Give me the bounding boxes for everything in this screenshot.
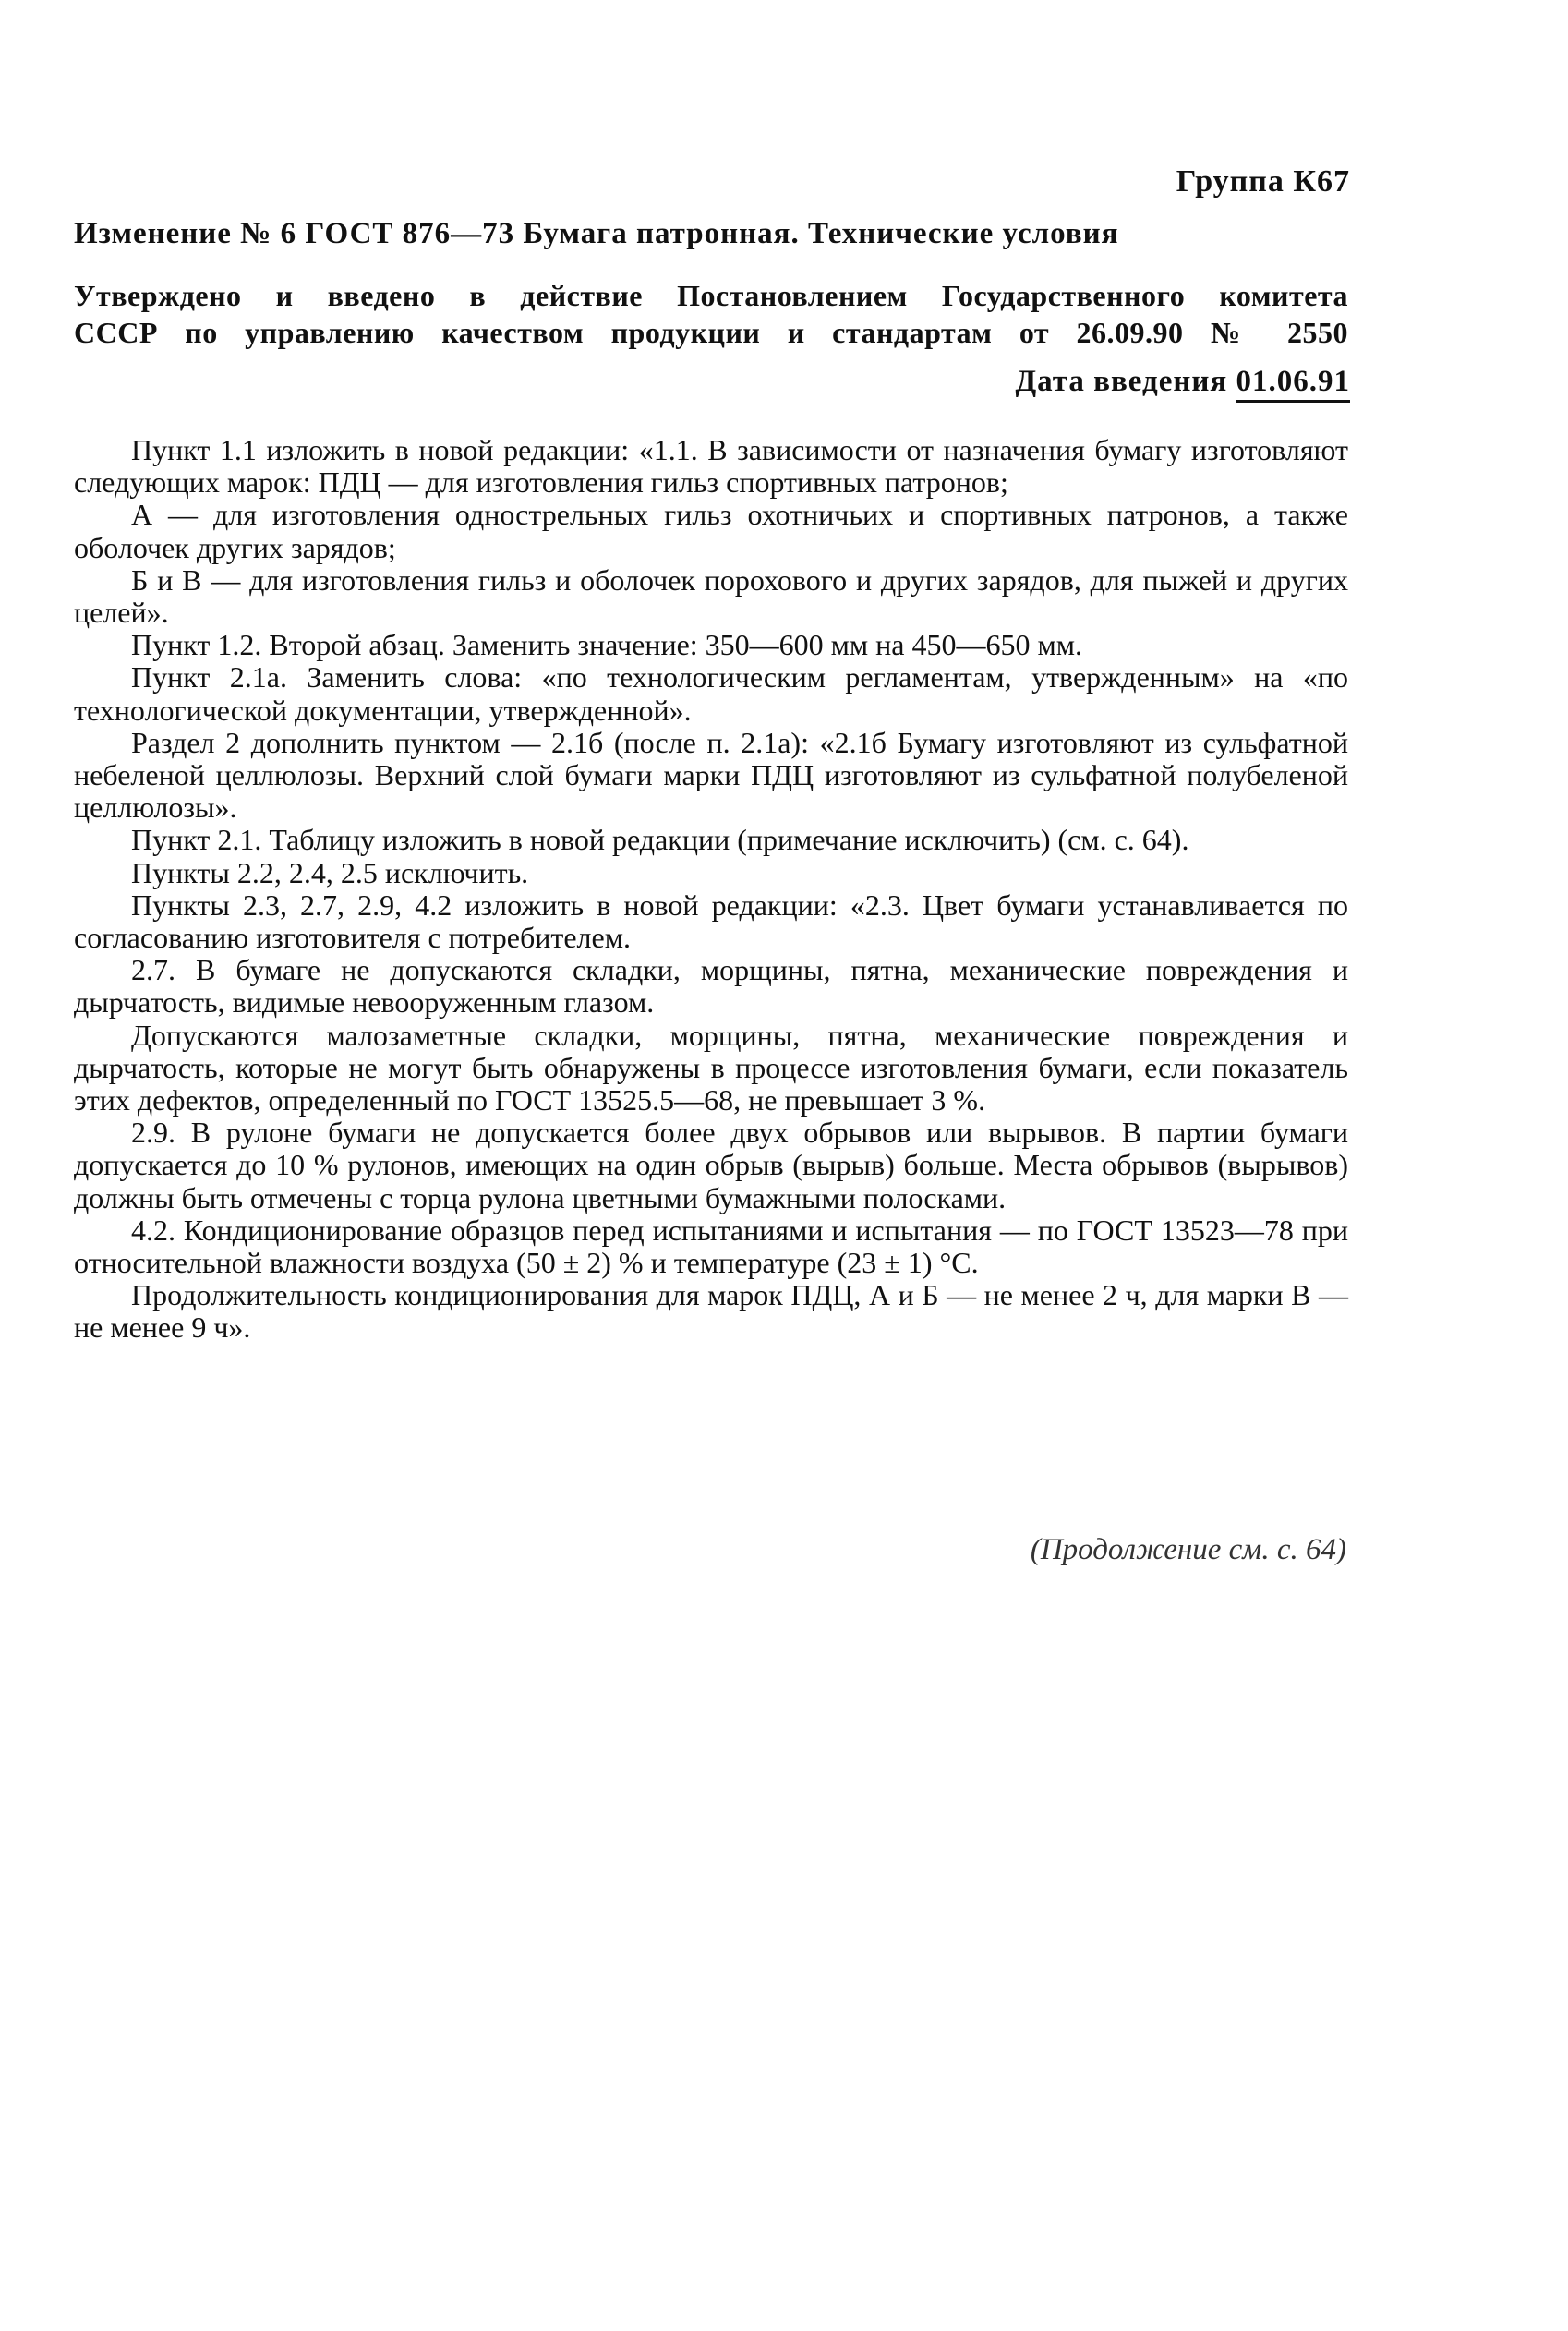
paragraph: Пункт 2.1. Таблицу изложить в новой редакции (примечание исключить) (см. с. 64). (131, 823, 1189, 857)
amendment-body (74, 434, 1348, 1345)
paragraph: Раздел 2 дополнить пунктом — 2.1б (после п. 2.1а): «2.1б Бумагу изготовляют из сульфатной небеленой целлюлозы. Верхний слой бумаги марки ПДЦ изготовляют из сульфатной полубеленой целлюлозы». (74, 725, 1348, 825)
amendment-title: Изменение № 6 ГОСТ 876—73 Бумага патронная. Технические условия (74, 217, 1119, 250)
paragraph: Пункты 2.3, 2.7, 2.9, 4.2 изложить в новой редакции: «2.3. Цвет бумаги устанавливается по согласованию изготовителя с потребителем. (74, 888, 1348, 955)
paragraph: А — для изготовления однострельных гильз охотничьих и спортивных патронов, а также оболочек других зарядов; (74, 498, 1348, 564)
paragraph: Б и В — для изготовления гильз и оболочек порохового и других зарядов, для пыжей и других целей». (74, 562, 1348, 630)
group-code: Группа К67 (1176, 164, 1350, 199)
paragraph: 2.9. В рулоне бумаги не допускается более двух обрывов или вырывов. В партии бумаги допускается до 10 % рулонов, имеющих на один обрыв (вырыв) больше. Места обрывов (вырывов) должны быть отмечены с торца рулона цветными бумажными полосками. (74, 1116, 1348, 1214)
paragraph: 2.7. В бумаге не допускаются складки, морщины, пятна, механические повреждения и дырчатость, видимые невооруженным глазом. (74, 953, 1348, 1020)
paragraph: Пункт 1.2. Второй абзац. Заменить значение: 350—600 мм на 450—650 мм. (131, 628, 1082, 662)
introduction-date-value: 01.06.91 (1236, 365, 1351, 403)
continuation-note: (Продолжение см. с. 64) (1030, 1533, 1346, 1566)
paragraph: Пункты 2.2, 2.4, 2.5 исключить. (131, 855, 529, 889)
paragraph: Пункт 2.1а. Заменить слова: «по технологическим регламентам, утвержденным» на «по технологической документации, утвержденной». (74, 660, 1348, 727)
introduction-date-label: Дата введения (1015, 365, 1228, 398)
paragraph: Пункт 1.1 изложить в новой редакции: «1.1. В зависимости от назначения бумагу изготовляют следующих марок: ПДЦ — для изготовления гильз спортивных патронов; (74, 433, 1348, 500)
introduction-date (1015, 365, 1350, 399)
approval-line-1: Утверждено и введено в действие Постановлением Государственного комитета (74, 279, 1348, 312)
paragraph: Допускаются малозаметные складки, морщины, пятна, механические повреждения и дырчатость, которые не могут быть обнаружены в процессе изготовления бумаги, если показатель этих дефектов, определенный по ГОСТ 13525.5—68, не превышает 3 %. (74, 1018, 1348, 1117)
approval-statement (74, 277, 1348, 351)
approval-line-2: СССР по управлению качеством продукции и стандартам от 26.09.90 № 2550 (74, 316, 1348, 349)
paragraph: Продолжительность кондиционирования для марок ПДЦ, А и Б — не менее 2 ч, для марки В — не менее 9 ч». (74, 1278, 1348, 1345)
paragraph: 4.2. Кондиционирование образцов перед испытаниями и испытания — по ГОСТ 13523—78 при относительной влажности воздуха (50 ± 2) % и температуре (23 ± 1) °С. (74, 1213, 1348, 1280)
